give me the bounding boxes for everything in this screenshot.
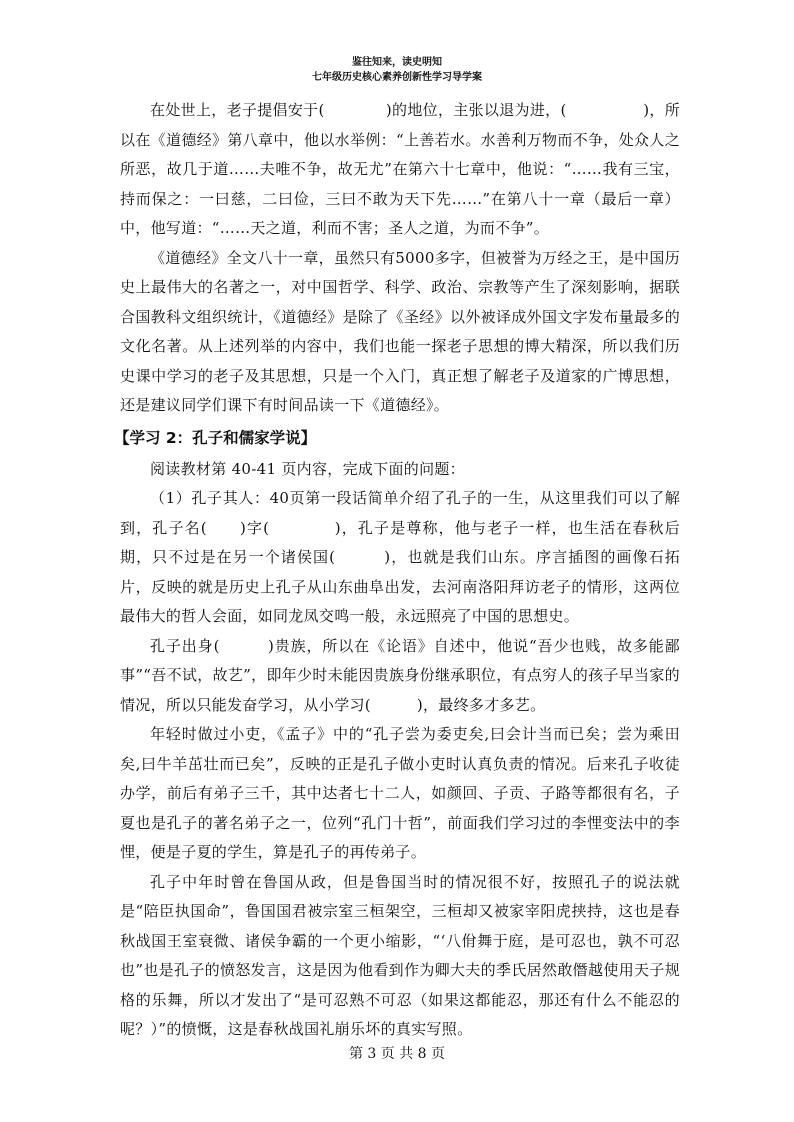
page-header (0, 55, 794, 85)
page-number: 第 3 页 共 8 页 (348, 1046, 446, 1062)
paragraph-instruction: 阅读教材第 40-41 页内容，完成下面的问题： (150, 459, 465, 478)
header-course-title: 七年级历史核心素养创新性学习导学案 (312, 72, 482, 83)
paragraph-confucius-origin: 孔子出身( )贵族，所以在《论语》自述中，他说“吾少也贱，故多能鄙事”“吾不试，故艺”，即年少时未能因贵族身份继承职位，有点穷人的孩子早当家的情况，所以只能发奋学习，从小学习( )，最终多才多艺。 (120, 636, 680, 714)
header-motto: 鉴往知来，读史明知 (352, 57, 442, 68)
section-heading-study2: 【学习 2：孔子和儒家学说】 (114, 428, 317, 447)
main-content (114, 96, 680, 1045)
paragraph-confucius-youth: 年轻时做过小吏，《孟子》中的“孔子尝为委吏矣,曰会计当而已矣；尝为乘田矣,曰牛羊茁壮而已矣”，反映的正是孔子做小吏时认真负责的情况。后来孔子收徒办学，前后有弟子三千，其中达者七十二人，如颜回、子贡、子路等都很有名，子夏也是孔子的著名弟子之一，位列“孔门十哲”，前面我们学习过的李悝变法中的李悝，便是子夏的学生，算是孔子的再传弟子。 (120, 725, 680, 861)
paragraph-confucius-person: （1）孔子其人：40页第一段话简单介绍了孔子的一生，从这里我们可以了解到，孔子名( )字( )，孔子是尊称，他与老子一样，也生活在春秋后期，只不过是在另一个诸侯国( )，也就是我们山东。序言插图的画像石拓片，反映的就是历史上孔子从山东曲阜出发，去河南洛阳拜访老子的情形，这两位最伟大的哲人会面，如同龙凤交鸣一般，永远照亮了中国的思想史。 (120, 489, 680, 625)
paragraph-daodejing: 《道德经》全文八十一章，虽然只有5000多字，但被誉为万经之王，是中国历史上最伟大的名著之一，对中国哲学、科学、政治、宗教等产生了深刻影响，据联合国教科文组织统计，《道德经》是除了《圣经》以外被译成外国文字发布量最多的文化名著。从上述列举的内容中，我们也能一探老子思想的博大精深，所以我们历史课中学习的老子及其思想，只是一个入门，真正想了解老子及道家的广博思想，还是建议同学们课下有时间品读一下《道德经》。 (120, 248, 680, 414)
paragraph-laozi-conduct: 在处世上，老子提倡安于( )的地位，主张以退为进，( )，所以在《道德经》第八章中，他以水举例：“上善若水。水善利万物而不争，处众人之所恶，故几于道……夫唯不争，故无尤”在第六十七章中，他说：“……我有三宝，持而保之：一曰慈，二曰俭，三曰不敢为天下先……”在第八十一章（最后一章）中，他写道：“……天之道，利而不害；圣人之道，为而不争”。 (120, 101, 680, 237)
paragraph-confucius-politics: 孔子中年时曾在鲁国从政，但是鲁国当时的情况很不好，按照孔子的说法就是“陪臣执国命”，鲁国国君被宗室三桓架空，三桓却又被家宰阳虎挟持，这也是春秋战国王室衰微、诸侯争霸的一个更小缩影，“‘八佾舞于庭，是可忍也，孰不可忍也”也是孔子的愤怒发言，这是因为他看到作为卿大夫的季氏居然敢僭越使用天子规格的乐舞，所以才发出了“是可忍熟不可忍（如果这都能忍，那还有什么不能忍的呢？）”的愤慨，这是春秋战国礼崩乐坏的真实写照。 (120, 872, 680, 1038)
